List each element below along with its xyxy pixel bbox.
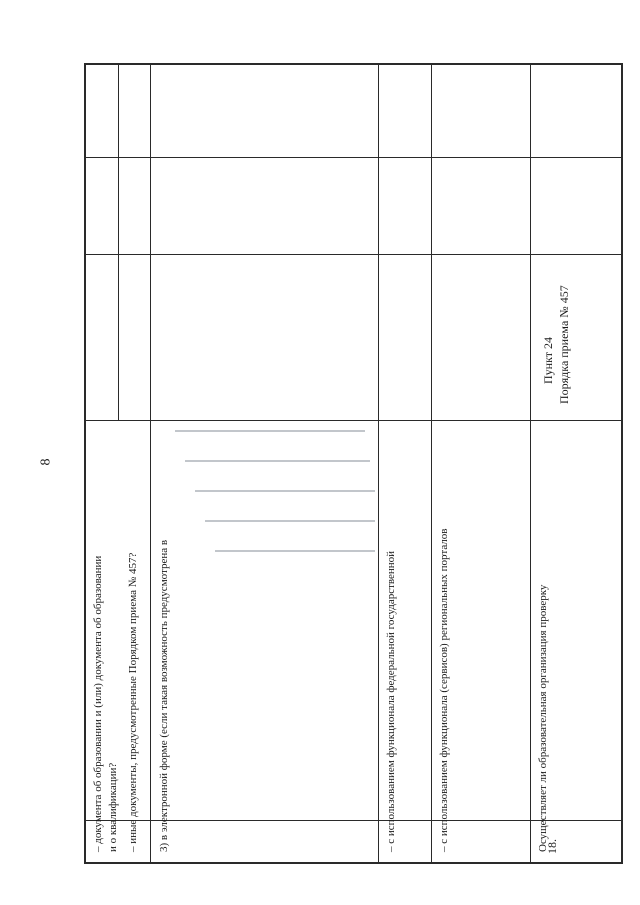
table-border-right: [621, 63, 623, 863]
row-divider-4: [431, 63, 432, 863]
row-divider-2: [150, 63, 151, 863]
scan-text-block-e: [215, 550, 375, 552]
cell-doc-education: – документа об образовании и (или) документа об образовании: [92, 555, 104, 852]
page-number: 8: [38, 458, 54, 466]
row-18-reference-2: Порядка приема № 457: [557, 285, 571, 404]
scan-text-block-a: [175, 430, 365, 432]
table-border-left: [84, 63, 86, 863]
row-divider-5: [530, 63, 531, 863]
scan-text-block-c: [195, 490, 375, 492]
row-18-number: 18.: [545, 839, 559, 854]
column-divider-1: [84, 420, 623, 421]
cell-electronic-form: 3) в электронной форме (если такая возможность предусмотрена в: [158, 539, 170, 852]
column-divider-2: [84, 254, 623, 255]
row-18-reference-1: Пункт 24: [541, 336, 555, 384]
table-border-bottom: [84, 862, 623, 864]
scan-text-block-d: [205, 520, 375, 522]
column-divider-3: [84, 157, 623, 158]
row-divider-1: [118, 63, 119, 420]
table-border-top: [84, 63, 623, 65]
cell-qualification: и о квалификации?: [107, 762, 119, 852]
scan-text-block-b: [185, 460, 370, 462]
row-divider-3: [378, 63, 379, 863]
cell-other-docs: – иные документы, предусмотренные Порядком приема № 457?: [127, 552, 139, 852]
cell-regional-portals: – с использованием функционала (сервисов) региональных порталов: [438, 528, 450, 852]
cell-verification-question: Осуществляет ли образовательная организация проверку: [537, 584, 549, 852]
cell-federal-portal: – с использованием функционала федеральной государственной: [385, 550, 397, 852]
